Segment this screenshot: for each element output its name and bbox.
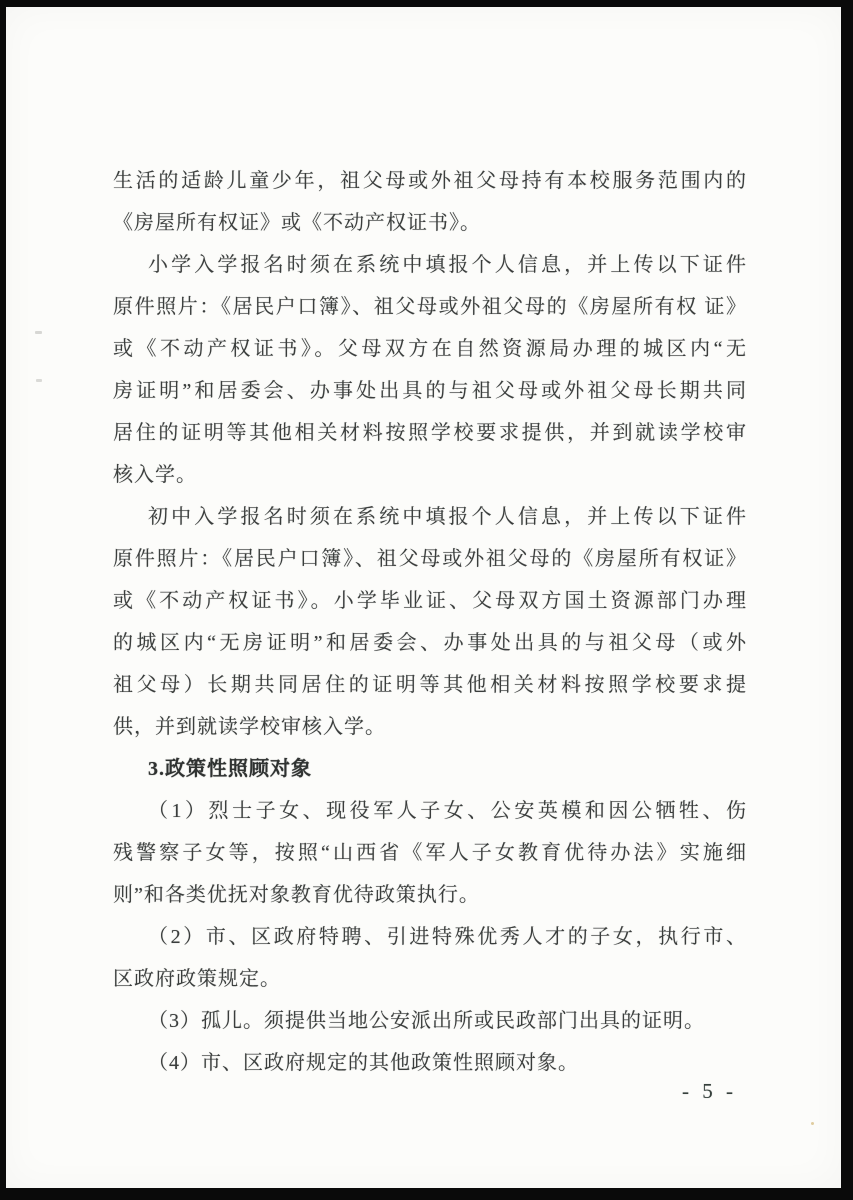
text-line: 或《不动产权证书》。小学毕业证、父母双方国土资源部门办理 (113, 590, 747, 612)
text-line: 则”和各类优抚对象教育优待政策执行。 (113, 884, 480, 906)
text-line: 房证明”和居委会、办事处出具的与祖父母或外祖父母长期共同 (113, 380, 747, 402)
scan-speck (811, 1122, 814, 1125)
text-line: （3）孤儿。须提供当地公安派出所或民政部门出具的证明。 (148, 1010, 705, 1032)
text-line: 生活的适龄儿童少年，祖父母或外祖父母持有本校服务范围内的 (113, 170, 747, 192)
text-line: 原件照片：《居民户口簿》、祖父母或外祖父母的《房屋所有权 证》 (113, 296, 747, 318)
text-line: 区政府政策规定。 (113, 968, 281, 990)
text-line: （4）市、区政府规定的其他政策性照顾对象。 (148, 1052, 579, 1074)
text-line: 核入学。 (113, 464, 197, 486)
text-line: （2）市、区政府特聘、引进特殊优秀人才的子女，执行市、 (148, 926, 747, 948)
text-line: 居住的证明等其他相关材料按照学校要求提供，并到就读学校审 (113, 422, 747, 444)
document-body-text (113, 160, 747, 1084)
text-line: 祖父母）长期共同居住的证明等其他相关材料按照学校要求提 (113, 674, 747, 696)
text-line: 原件照片：《居民户口簿》、祖父母或外祖父母的《房屋所有权证》 (113, 548, 747, 570)
text-line: 初中入学报名时须在系统中填报个人信息，并上传以下证件 (148, 506, 747, 528)
section-heading: 3.政策性照顾对象 (148, 758, 312, 780)
scan-speck (35, 331, 42, 334)
text-line: 小学入学报名时须在系统中填报个人信息，并上传以下证件 (148, 254, 747, 276)
text-line: （1）烈士子女、现役军人子女、公安英模和因公牺牲、伤 (148, 800, 747, 822)
text-line: 供，并到就读学校审核入学。 (113, 716, 386, 738)
text-line: 残警察子女等，按照“山西省《军人子女教育优待办法》实施细 (113, 842, 747, 864)
text-line: 《房屋所有权证》或《不动产权证书》。 (113, 212, 481, 234)
text-line: 的城区内“无房证明”和居委会、办事处出具的与祖父母（或外 (113, 632, 747, 654)
scan-speck (36, 379, 42, 382)
paper-sheet (6, 7, 841, 1188)
text-line: 或《不动产权证书》。父母双方在自然资源局办理的城区内“无 (113, 338, 747, 360)
page-number: - 5 - (682, 1079, 737, 1103)
